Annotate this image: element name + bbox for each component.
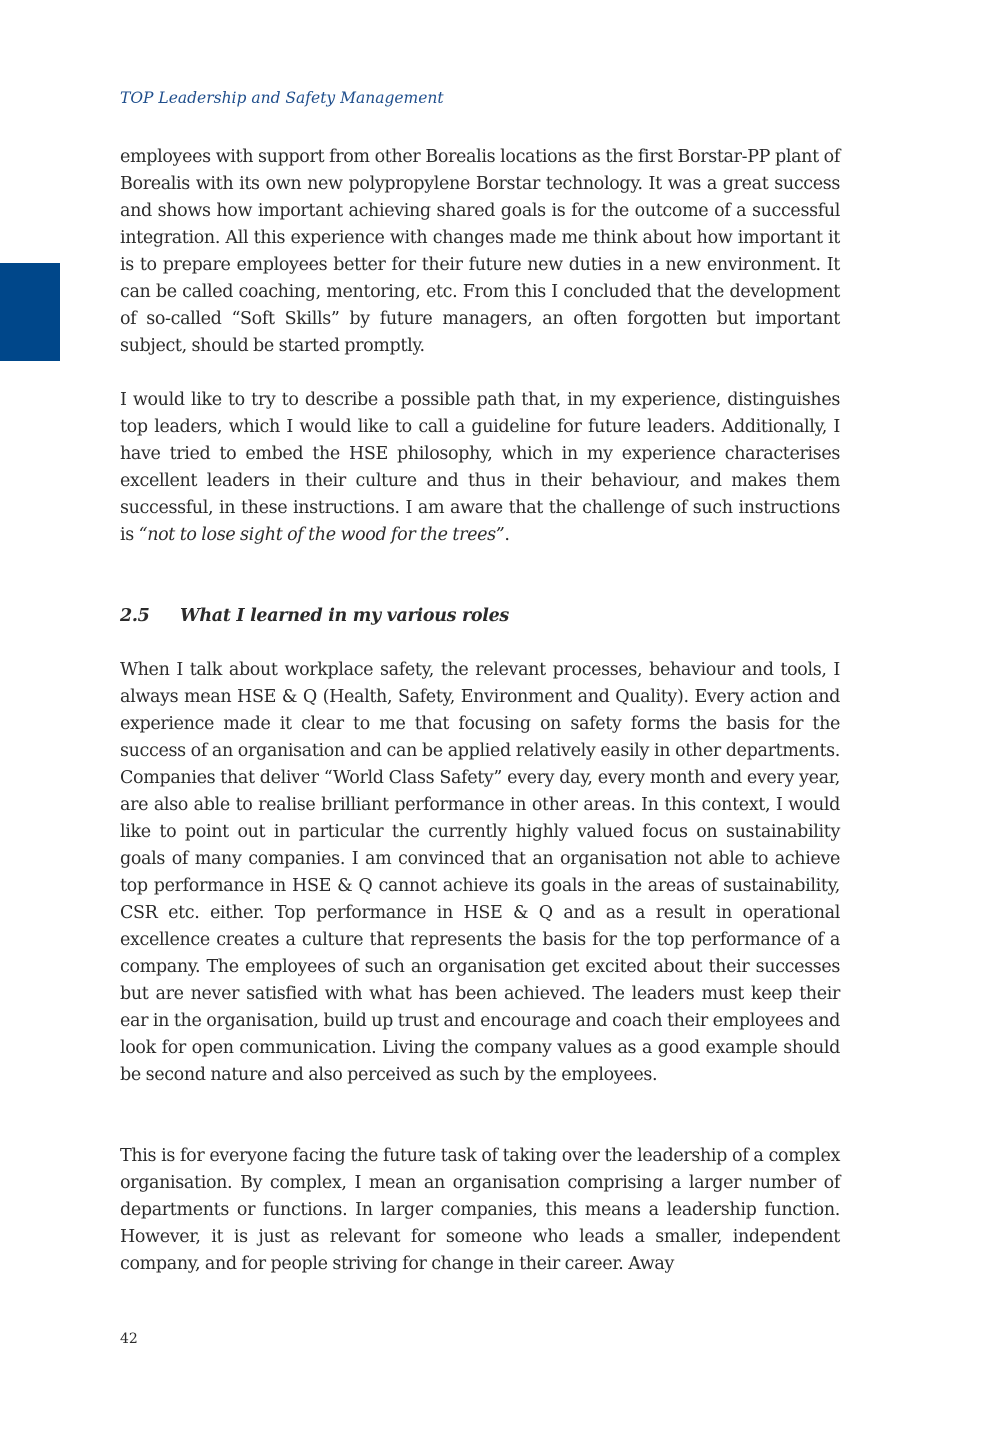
page-number: 42: [120, 1331, 138, 1347]
section-heading: [120, 603, 509, 630]
paragraph-guideline-intro: [120, 387, 840, 549]
paragraph-borstar-integration: employees with support from other Borealis locations as the first Borstar-PP plant of Borealis with its own new polypropylene Borstar technology. It was a great success and shows how important achieving shared goals is for the outcome of a successful integration. All this experience with changes made me think about how important it is to prepare employees better for their future new duties in a new environment. It can be called coaching, mentoring, etc. From this I concluded that the development of so-called “Soft Skills” by future managers, an often forgotten but important subject, should be started promptly.: [120, 147, 840, 356]
paragraph-workplace-safety: When I talk about workplace safety, the relevant processes, behaviour and tools, I always mean HSE & Q (Health, Safety, Environment and Quality). Every action and experience made it clear to me that focusing on safety forms the basis for the success of an organisation and can be applied relatively easily in other departments. Companies that deliver “World Class Safety” every day, every month and every year, are also able to realise brilliant performance in other areas. In this context, I would like to point out in particular the currently highly valued focus on sustainability goals of many companies. I am convinced that an organisation not able to achieve top performance in HSE & Q cannot achieve its goals in the areas of sustainability, CSR etc. either. Top performance in HSE & Q and as a result in operational excellence creates a culture that represents the basis for the top performance of a company. The employees of such an organisation get excited about their successes but are never satisfied with what has been achieved. The leaders must keep their ear in the organisation, build up trust and encourage and coach their employees and look for open communication. Living the company values as a good example should be second nature and also perceived as such by the employees.: [120, 660, 840, 1085]
paragraph-guideline-text: I would like to try to describe a possible path that, in my experience, distinguishes top leaders, which I would like to call a guideline for future leaders. Additionally, I have tried to embed the HSE philosophy, which in my experience characterises excellent leaders in their culture and thus in their behaviour, and makes them successful, in these instructions. I am aware that the challenge of such instructions is: [120, 390, 840, 545]
chapter-side-tab: [0, 263, 60, 361]
paragraph-complex-organisation: This is for everyone facing the future task of taking over the leadership of a complex organisation. By complex, I mean an organisation comprising a larger number of departments or functions. In larger companies, this means a leadership function. However, it is just as relevant for someone who leads a smaller, independent company, and for people striving for change in their career. Away: [120, 1146, 840, 1274]
running-header: TOP Leadership and Safety Management: [120, 89, 444, 107]
section-title: What I learned in my various roles: [180, 606, 509, 626]
wood-for-trees-quote: “not to lose sight of the wood for the trees”: [138, 525, 505, 545]
section-number: 2.5: [120, 606, 150, 626]
paragraph-guideline-end: .: [504, 525, 510, 545]
